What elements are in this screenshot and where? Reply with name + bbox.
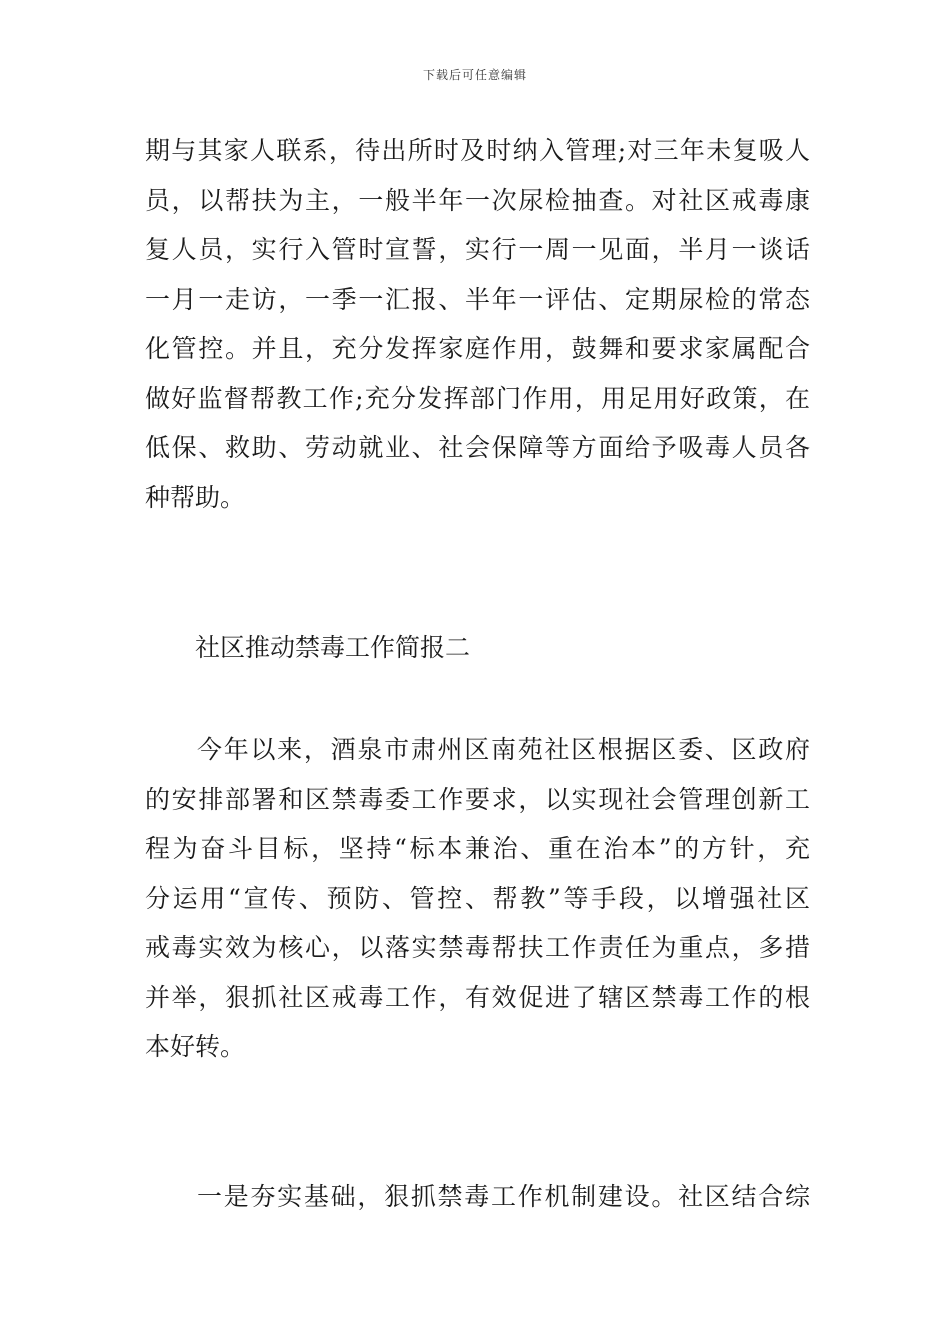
paragraph-1: [145, 126, 810, 522]
paragraph-2: [145, 725, 810, 1072]
paragraph-line: 戒毒实效为核心，以落实禁毒帮扶工作责任为重点，多措: [145, 933, 810, 962]
paragraph-line: 分运用“宣传、预防、管控、帮教”等手段，以增强社区: [145, 883, 810, 913]
paragraph-line: 员，以帮扶为主，一般半年一次尿检抽查。对社区戒毒康: [145, 185, 810, 215]
paragraph-line: 期与其家人联系，待出所时及时纳入管理;对三年未复吸人: [145, 136, 810, 165]
section-heading: 社区推动禁毒工作简报二: [195, 633, 471, 662]
paragraph-3: [145, 1172, 810, 1222]
paragraph-line: 复人员，实行入管时宣誓，实行一周一见面，半月一谈话: [145, 235, 810, 264]
paragraph-line: 一月一走访，一季一汇报、半年一评估、定期尿检的常态: [145, 284, 810, 314]
paragraph-line: 种帮助。: [145, 482, 246, 512]
paragraph-line: 今年以来，酒泉市肃州区南苑社区根据区委、区政府: [197, 735, 810, 764]
page-header-note: 下载后可任意编辑: [422, 68, 527, 82]
paragraph-line: 并举，狠抓社区戒毒工作，有效促进了辖区禁毒工作的根: [145, 982, 810, 1012]
paragraph-line: 化管控。并且，充分发挥家庭作用，鼓舞和要求家属配合: [145, 334, 810, 363]
paragraph-line: 一是夯实基础，狠抓禁毒工作机制建设。社区结合综: [197, 1182, 810, 1211]
paragraph-line: 本好转。: [145, 1032, 246, 1061]
paragraph-line: 程为奋斗目标，坚持“标本兼治、重在治本”的方针，充: [145, 834, 810, 863]
paragraph-line: 的安排部署和区禁毒委工作要求，以实现社会管理创新工: [145, 784, 810, 814]
paragraph-line: 低保、救助、劳动就业、社会保障等方面给予吸毒人员各: [145, 433, 810, 462]
paragraph-line: 做好监督帮教工作;充分发挥部门作用，用足用好政策，在: [145, 383, 810, 413]
